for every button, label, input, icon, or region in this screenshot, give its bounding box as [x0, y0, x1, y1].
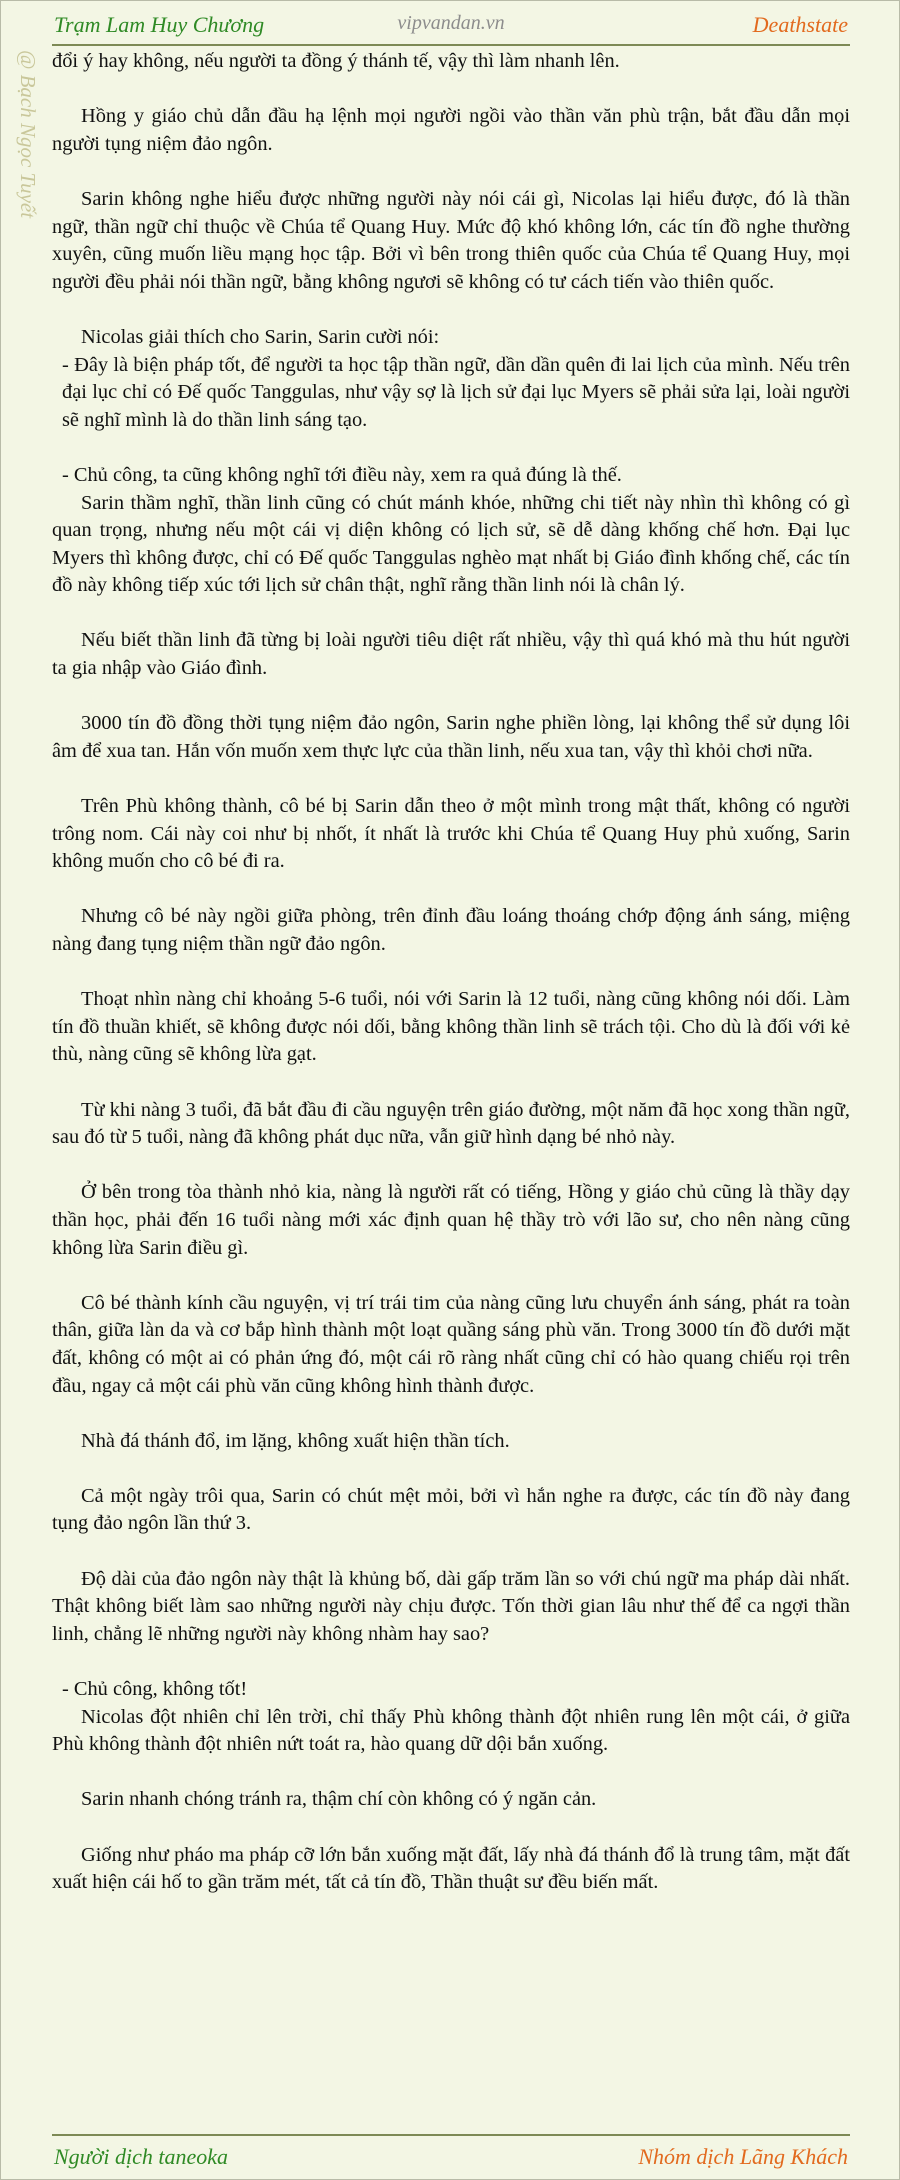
dialog-line: - Đây là biện pháp tốt, để người ta học tập thần ngữ, dần dần quên đi lai lịch của mình. Nếu trên đại lục chỉ có Đế quốc Tanggulas, như vậy sợ là lịch sử đại lục Myers sẽ phải sửa lại, loài người sẽ nghĩ mình là do thần linh sáng tạo.	[62, 353, 850, 431]
paragraph: Cô bé thành kính cầu nguyện, vị trí trái tim của nàng cũng lưu chuyển ánh sáng, phát ra toàn thân, giữa làn da và cơ bắp hình thành một loạt quầng sáng phù văn. Trong 3000 tín đồ dưới mặt đất, không có một ai có phản ứng đó, một cái rõ ràng nhất cũng chỉ có hào quang chiếu rọi trên đầu, ngay cả một cái phù văn cũng không hình thành được.	[52, 1291, 850, 1397]
header-site-name[interactable]: vipvandan.vn	[397, 12, 505, 34]
paragraph: Giống như pháo ma pháp cỡ lớn bắn xuống mặt đất, lấy nhà đá thánh đổ là trung tâm, mặt đất xuất hiện cái hố to gần trăm mét, tất cả tín đồ, Thần thuật sư đều biến mất.	[52, 1843, 850, 1894]
header-book-title: Trạm Lam Huy Chương	[54, 12, 265, 37]
paragraph: Ở bên trong tòa thành nhỏ kia, nàng là người rất có tiếng, Hồng y giáo chủ cũng là thầy dạy thần học, phải đến 16 tuổi nàng mới xác định quan hệ thầy trò với lão sư, cho nên nàng cũng không lừa Sarin điều gì.	[52, 1181, 850, 1259]
side-watermark: @ Bạch Ngọc Tuyết	[16, 50, 40, 219]
footer-translator: Người dịch taneoka	[54, 2144, 229, 2169]
chapter-body	[52, 48, 850, 1924]
paragraph: Nhà đá thánh đổ, im lặng, không xuất hiện thần tích.	[81, 1429, 510, 1452]
page-footer	[52, 2134, 850, 2176]
footer-group: Nhóm dịch Lãng Khách	[638, 2144, 848, 2169]
paragraph: đổi ý hay không, nếu người ta đồng ý thánh tế, vậy thì làm nhanh lên.	[52, 50, 620, 72]
dialog-line: - Chủ công, ta cũng không nghĩ tới điều này, xem ra quả đúng là thế.	[62, 463, 622, 486]
paragraph: Nicolas giải thích cho Sarin, Sarin cười nói:	[81, 325, 440, 348]
paragraph: Nhưng cô bé này ngồi giữa phòng, trên đỉnh đầu loáng thoáng chớp động ánh sáng, miệng nàng đang tụng niệm thần ngữ đảo ngôn.	[52, 905, 850, 955]
paragraph: Độ dài của đảo ngôn này thật là khủng bố, dài gấp trăm lần so với chú ngữ ma pháp dài nhất. Thật không biết làm sao những người này chịu được. Tốn thời gian lâu như thế để ca ngợi thần linh, chẳng lẽ những người này không nhàm hay sao?	[52, 1567, 850, 1645]
paragraph: Sarin không nghe hiểu được những người này nói cái gì, Nicolas lại hiểu được, đó là thần ngữ, thần ngữ chỉ thuộc về Chúa tể Quang Huy. Mức độ khó không lớn, các tín đồ nghe thường xuyên, cũng muốn liều mạng học tập. Bởi vì bên trong thiên quốc của Chúa tể Quang Huy, mọi người đều phải nói thần ngữ, bằng không ngươi sẽ không có tư cách tiến vào thiên quốc.	[52, 187, 850, 293]
paragraph: Trên Phù không thành, cô bé bị Sarin dẫn theo ở một mình trong mật thất, không có người trông nom. Cái này coi như bị nhốt, ít nhất là trước khi Chúa tể Quang Huy phủ xuống, Sarin không muốn cho cô bé đi ra.	[52, 795, 850, 873]
paragraph: Sarin nhanh chóng tránh ra, thậm chí còn không có ý ngăn cản.	[81, 1788, 597, 1811]
dialog-line: - Chủ công, không tốt!	[62, 1678, 248, 1701]
header-author: Deathstate	[752, 12, 848, 37]
paragraph: Cả một ngày trôi qua, Sarin có chút mệt mỏi, bởi vì hắn nghe ra được, các tín đồ này đang tụng đảo ngôn lần thứ 3.	[52, 1484, 850, 1535]
paragraph: Nếu biết thần linh đã từng bị loài người tiêu diệt rất nhiều, vậy thì quá khó mà thu hút người ta gia nhập vào Giáo đình.	[52, 629, 850, 680]
page-header	[52, 6, 850, 46]
paragraph: Sarin thầm nghĩ, thần linh cũng có chút mánh khóe, những chi tiết này nhìn thì không có gì quan trọng, nhưng nếu một cái vị diện không có lịch sử, sẽ dễ dàng khống chế hơn. Đại lục Myers thì không được, chỉ có Đế quốc Tanggulas nghèo mạt nhất bị Giáo đình khống chế, các tín đồ này không tiếp xúc tới lịch sử chân thật, nghĩ rằng thần linh nói là chân lý.	[52, 491, 850, 597]
paragraph: Hồng y giáo chủ dẫn đầu hạ lệnh mọi người ngồi vào thần văn phù trận, bắt đầu dẫn mọi người tụng niệm đảo ngôn.	[52, 105, 850, 155]
paragraph: Nicolas đột nhiên chỉ lên trời, chỉ thấy Phù không thành đột nhiên rung lên một cái, ở giữa Phù không thành đột nhiên nứt toát ra, hào quang dữ dội bắn xuống.	[52, 1705, 850, 1756]
paragraph: 3000 tín đồ đồng thời tụng niệm đảo ngôn, Sarin nghe phiền lòng, lại không thể sử dụng lôi âm để xua tan. Hắn vốn muốn xem thực lực của thần linh, nếu xua tan, vậy thì khỏi chơi nữa.	[52, 712, 850, 762]
paragraph: Từ khi nàng 3 tuổi, đã bắt đầu đi cầu nguyện trên giáo đường, một năm đã học xong thần ngữ, sau đó từ 5 tuổi, nàng đã không phát dục nữa, vẫn giữ hình dạng bé nhỏ này.	[52, 1098, 850, 1149]
paragraph: Thoạt nhìn nàng chỉ khoảng 5-6 tuổi, nói với Sarin là 12 tuổi, nàng cũng không nói dối. Làm tín đồ thuần khiết, sẽ không được nói dối, bằng không thần linh sẽ trách tội. Cho dù là đối với kẻ thù, nàng cũng sẽ không lừa gạt.	[52, 988, 850, 1066]
